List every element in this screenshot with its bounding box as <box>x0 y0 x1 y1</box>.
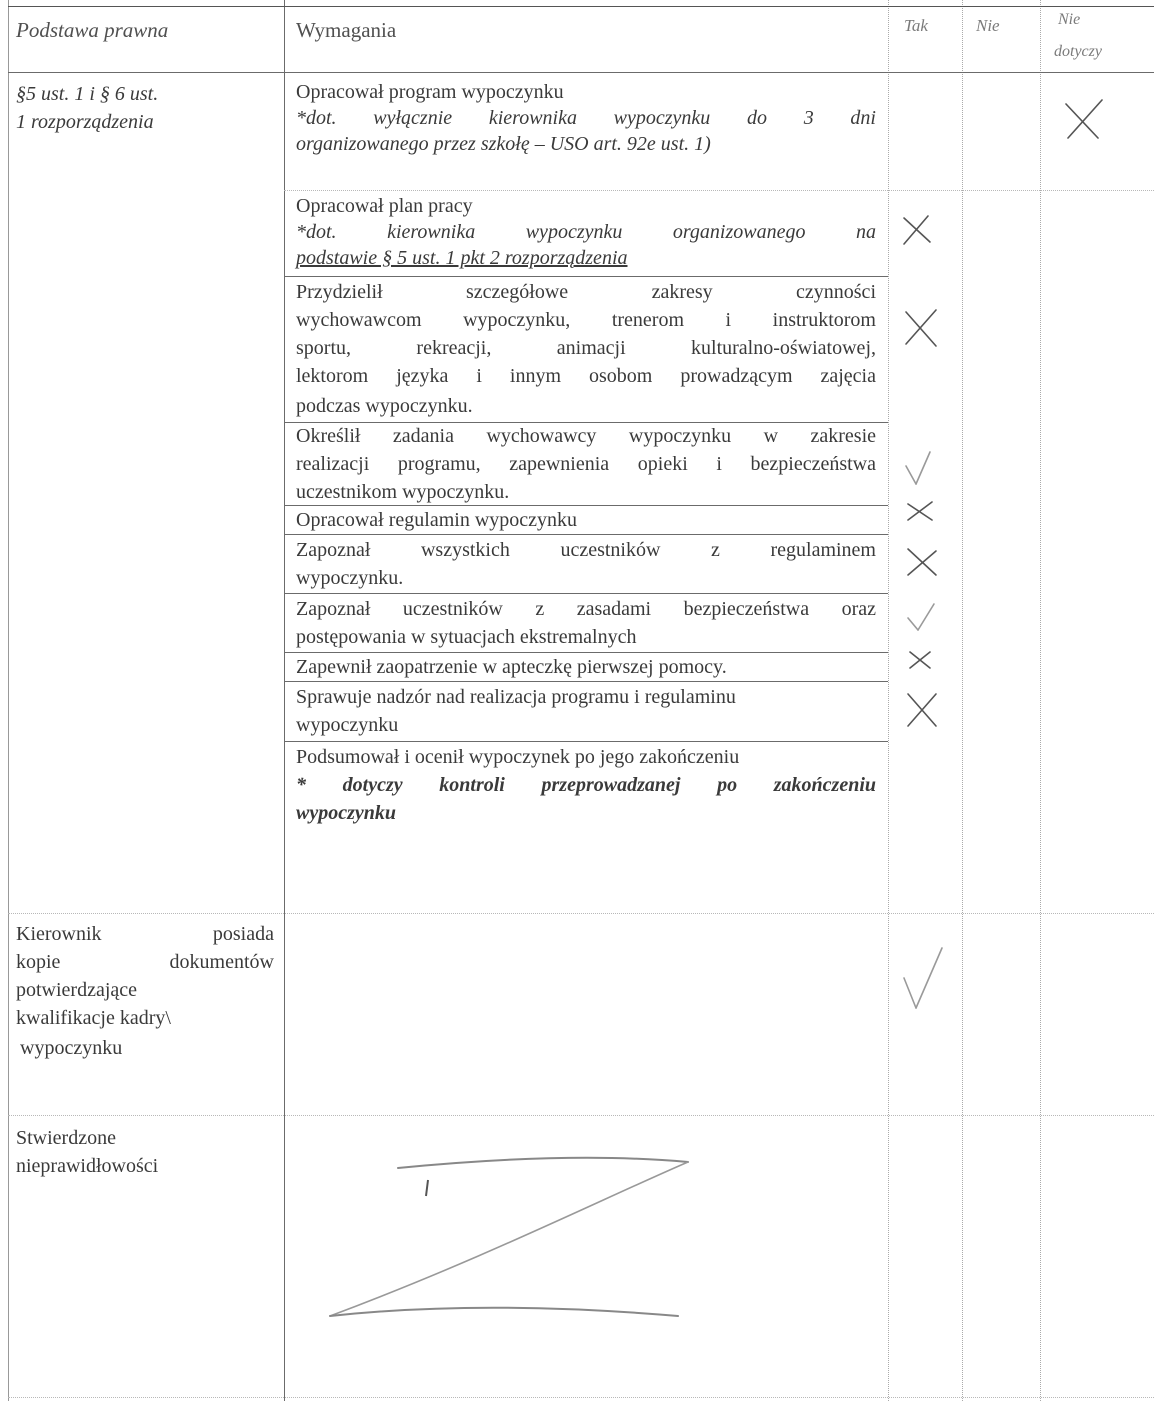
requirement-text: Zapoznał uczestników z zasadami bezpieczeństwa oraz <box>296 598 876 620</box>
requirement-note: organizowanego przez szkołę – USO art. 92e ust. 1) <box>296 133 711 155</box>
requirement-note: podstawie § 5 ust. 1 pkt 2 rozporządzenia <box>296 247 628 269</box>
row-divider <box>284 276 888 277</box>
requirement-text: Opracował plan pracy <box>296 195 473 217</box>
requirement-text: realizacji programu, zapewnienia opieki i bezpieczeństwa <box>296 453 876 475</box>
column-divider <box>888 0 889 1401</box>
column-divider <box>1040 0 1041 1401</box>
requirement-note: wypoczynku <box>296 802 396 824</box>
header-not-applicable-line1: Nie <box>1058 11 1081 28</box>
requirement-note: * dotyczy kontroli przeprowadzanej po zakończeniu <box>296 774 876 796</box>
row-divider <box>284 652 888 653</box>
requirement-text: Opracował regulamin wypoczynku <box>296 509 578 531</box>
cross-mark-icon <box>900 212 934 246</box>
row-divider <box>8 72 1154 73</box>
row-divider <box>8 6 1154 7</box>
legal-basis-text: wypoczynku <box>20 1037 123 1059</box>
requirement-text: Opracował program wypoczynku <box>296 81 564 103</box>
column-divider <box>8 0 9 1401</box>
column-divider <box>284 0 285 1401</box>
requirement-text: podczas wypoczynku. <box>296 395 473 417</box>
requirement-text: wychowawcom wypoczynku, trenerom i instruktorom <box>296 309 876 331</box>
requirement-text: wypoczynku <box>296 714 399 736</box>
requirement-text: uczestnikom wypoczynku. <box>296 481 510 503</box>
cross-mark-icon <box>906 648 934 672</box>
legal-basis-text: kopie dokumentów <box>16 951 274 973</box>
row-divider <box>284 593 888 594</box>
requirement-note: *dot. wyłącznie kierownika wypoczynku do 3 dni <box>296 107 876 129</box>
requirement-text: Przydzielił szczegółowe zakresy czynności <box>296 281 876 303</box>
requirement-note: *dot. kierownika wypoczynku organizowanego na <box>296 221 876 243</box>
strike-through-z-mark <box>300 1140 720 1340</box>
requirement-text: Podsumował i ocenił wypoczynek po jego zakończeniu <box>296 746 740 768</box>
cross-mark-icon <box>1062 96 1106 142</box>
row-divider <box>284 422 888 423</box>
row-divider <box>284 505 888 506</box>
cross-mark-icon <box>904 690 940 730</box>
header-not-applicable-line2: dotyczy <box>1054 43 1102 60</box>
header-requirements: Wymagania <box>296 18 397 42</box>
legal-basis-text: Kierownik posiada <box>16 923 274 945</box>
row-divider <box>284 190 1154 191</box>
check-mark-icon <box>906 600 938 634</box>
requirement-text: postępowania w sytuacjach ekstremalnych <box>296 626 637 648</box>
legal-basis-text: potwierdzające <box>16 979 138 1001</box>
row-divider <box>284 681 888 682</box>
check-mark-icon <box>902 944 946 1014</box>
cross-mark-icon <box>904 500 936 524</box>
requirement-text: wypoczynku. <box>296 567 404 589</box>
legal-basis-line: §5 ust. 1 i § 6 ust. <box>16 83 159 105</box>
row-divider <box>8 1115 1154 1116</box>
column-divider <box>962 0 963 1401</box>
requirement-text: sportu, rekreacji, animacji kulturalno-oświatowej, <box>296 337 876 359</box>
row-divider <box>284 741 888 742</box>
check-mark-icon <box>904 448 934 488</box>
row-divider <box>8 913 1154 914</box>
requirement-text: Sprawuje nadzór nad realizacja programu i regulaminu <box>296 686 736 708</box>
row-divider <box>284 534 888 535</box>
requirement-text: Określił zadania wychowawcy wypoczynku w zakresie <box>296 425 876 447</box>
header-yes: Tak <box>904 16 928 35</box>
cross-mark-icon <box>904 545 940 579</box>
legal-basis-line: 1 rozporządzenia <box>16 111 154 133</box>
requirement-text: Zapoznał wszystkich uczestników z regulaminem <box>296 539 876 561</box>
row-divider <box>8 1397 1154 1398</box>
header-no: Nie <box>976 16 1000 35</box>
header-legal-basis: Podstawa prawna <box>16 18 169 42</box>
irregularities-label: nieprawidłowości <box>16 1155 159 1177</box>
cross-mark-icon <box>902 306 940 350</box>
requirement-text: lektorom języka i innym osobom prowadzącym zajęcia <box>296 365 876 387</box>
legal-basis-text: kwalifikacje kadry\ <box>16 1007 171 1029</box>
irregularities-label: Stwierdzone <box>16 1127 116 1149</box>
requirement-text: Zapewnił zaopatrzenie w apteczkę pierwszej pomocy. <box>296 656 727 678</box>
